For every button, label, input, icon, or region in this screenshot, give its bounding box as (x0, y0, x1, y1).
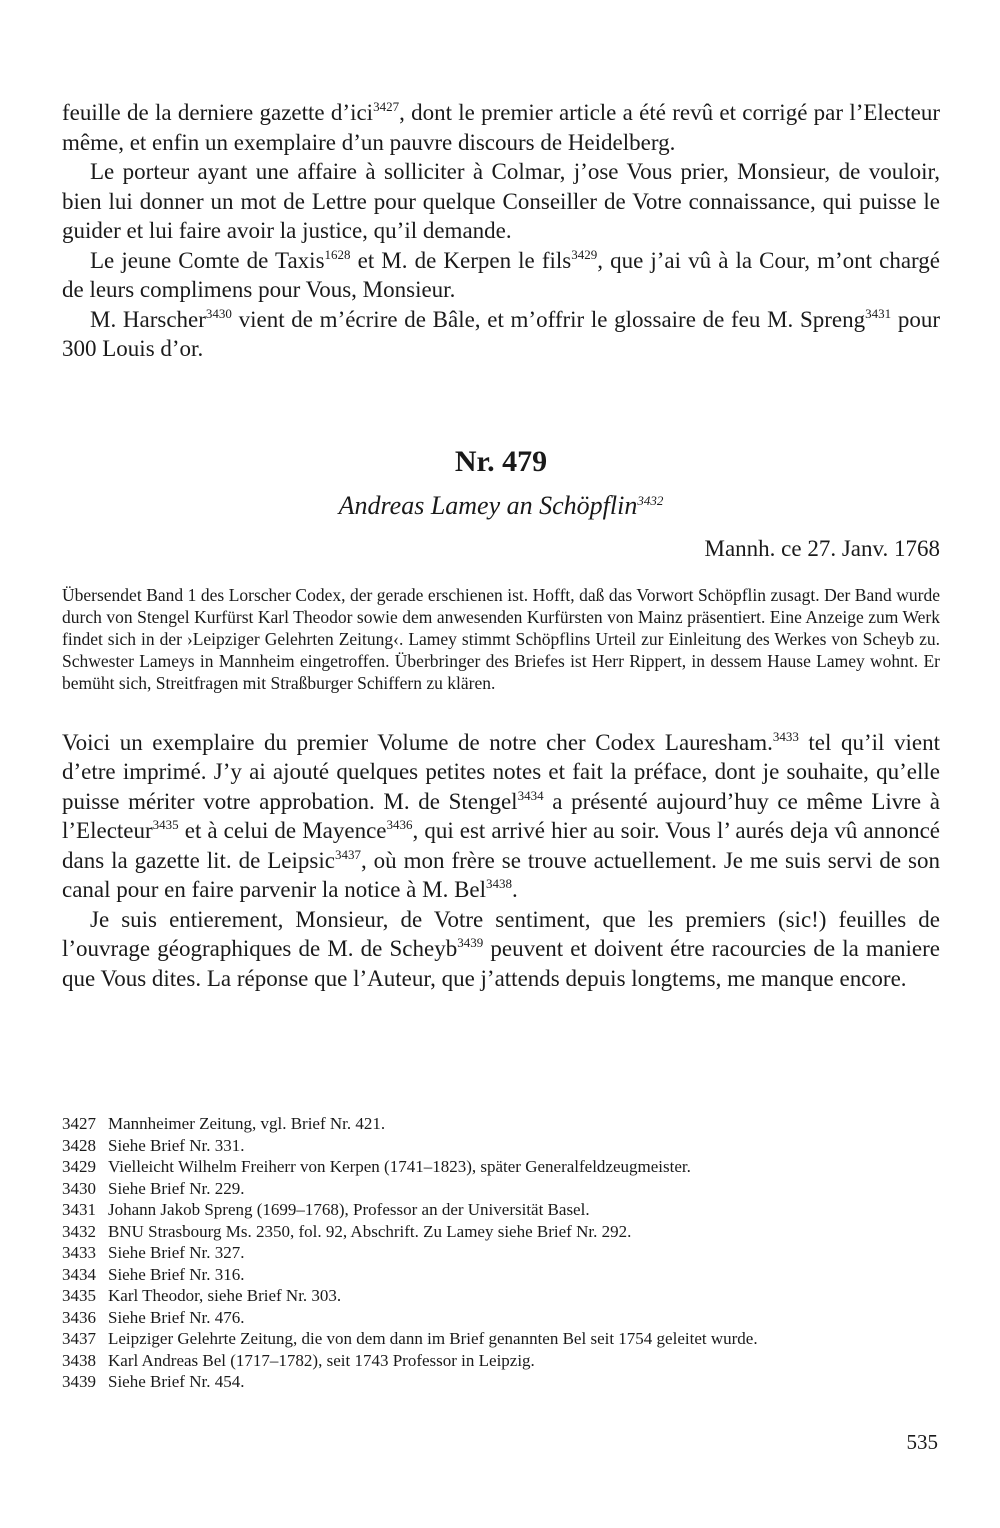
text-run: , qui est arrivé hier au soir. Vous l’ aurés deja vû annoncé dans la gazette lit. de Leipsic (62, 818, 941, 873)
footnote-text: BNU Strasbourg Ms. 2350, fol. 92, Abschrift. Zu Lamey siehe Brief Nr. 292. (108, 1221, 632, 1241)
letter-summary: Übersendet Band 1 des Lorscher Codex, der gerade erschienen ist. Hofft, daß das Vorwort Schöpflin zusagt. Der Band wurde durch von Stengel Kurfürst Karl Theodor sowie dem anwesenden Kurfürsten von Mainz präsentiert. Eine Anzeige zum Werk findet sich in der ›Leipziger Gelehrten Zeitung‹. Lamey stimmt Schöpflins Urteil zur Einleitung des Werkes von Scheyb zu. Schwester Lameys in Mannheim eingetroffen. Überbringer des Briefes ist Herr Rippert, in dessem Hause Lamey wohnt. Er bemüht sich, Streitfragen mit Straßburger Schiffern zu klären. (62, 584, 940, 693)
letter-text (62, 728, 940, 994)
footnote-ref[interactable]: 3437 (334, 846, 361, 862)
text-run: a présenté aujourd’huy ce même Livre à l’Electeur (62, 788, 940, 843)
footnote (62, 1199, 940, 1221)
page-content (62, 98, 940, 993)
text-run: vient de m’écrire de Bâle, et m’offrir le glossaire de feu M. Spreng (231, 306, 866, 332)
text-run: , où mon frère se trouve actuellement. Je me suis servi de son canal pour en faire parvenir la notice à M. Bel (62, 847, 940, 902)
footnote (62, 1264, 940, 1286)
footnote-number: 3432 (62, 1221, 96, 1241)
text-run: , dont le premier article a été revû et corrigé par l’Electeur même, et enfin un exemplaire d’un pauvre discours de Heidelberg. (62, 100, 940, 155)
text-run: Voici un exemplaire du premier Volume de notre cher Codex Lauresham. (62, 729, 773, 755)
paragraph (62, 905, 940, 994)
footnote-text: Karl Andreas Bel (1717–1782), seit 1743 Professor in Leipzig. (108, 1350, 535, 1370)
footnote-ref[interactable]: 3436 (386, 817, 413, 832)
footnote (62, 1221, 940, 1243)
footnote-number: 3439 (62, 1372, 96, 1391)
footnote-ref[interactable]: 3434 (517, 787, 544, 803)
footnote (62, 1371, 940, 1393)
footnote (62, 1285, 940, 1307)
letter-title (62, 488, 940, 524)
footnote-text: Mannheimer Zeitung, vgl. Brief Nr. 421. (108, 1114, 386, 1133)
footnote-ref[interactable]: 3432 (637, 492, 664, 508)
footnote-number: 3436 (62, 1307, 96, 1327)
footnote-number: 3437 (62, 1329, 96, 1348)
footnote-ref[interactable]: 3430 (205, 305, 232, 321)
footnote-ref[interactable]: 3439 (457, 935, 484, 950)
footnote-ref[interactable]: 3433 (772, 728, 799, 744)
letter-title-text: Andreas Lamey an Schöpflin (338, 490, 638, 520)
footnote (62, 1156, 940, 1178)
footnote-number: 3433 (62, 1243, 96, 1262)
footnote (62, 1350, 940, 1372)
footnote-text: Karl Theodor, siehe Brief Nr. 303. (108, 1286, 342, 1305)
footnote-ref[interactable]: 3427 (373, 99, 400, 114)
footnote-text: Siehe Brief Nr. 327. (108, 1243, 245, 1262)
footnote-text: Leipziger Gelehrte Zeitung, die von dem dann im Brief genannten Bel seit 1754 geleitet wurde. (108, 1329, 758, 1348)
footnote (62, 1242, 940, 1264)
footnote (62, 1178, 940, 1200)
footnote-text: Siehe Brief Nr. 316. (108, 1264, 245, 1284)
footnote-ref[interactable]: 1628 (324, 246, 351, 262)
text-run: et M. de Kerpen le fils (350, 247, 572, 273)
paragraph (62, 728, 940, 905)
paragraph (62, 246, 940, 305)
footnotes (62, 1113, 940, 1393)
paragraph: Le porteur ayant une affaire à solliciter à Colmar, j’ose Vous prier, Monsieur, de vouloir, bien lui donner un mot de Lettre pour quelque Conseiller de Votre connaissance, qui puisse le guider et lui faire avoir la justice, qu’il demande. (62, 159, 940, 243)
letter-number: Nr. 479 (454, 444, 548, 478)
footnote-text: Siehe Brief Nr. 476. (108, 1307, 245, 1327)
footnote (62, 1328, 940, 1350)
footnote-text: Siehe Brief Nr. 229. (108, 1178, 245, 1198)
footnote-number: 3430 (62, 1178, 96, 1198)
footnote-number: 3435 (62, 1286, 96, 1305)
page-number: 535 (906, 1430, 938, 1454)
paragraph (62, 305, 940, 364)
text-run: pour 300 Louis d’or. (62, 306, 940, 361)
text-run: , que j’ai vû à la Cour, m’ont chargé de leurs complimens pour Vous, Monsieur. (62, 247, 940, 302)
footnote-ref[interactable]: 3429 (571, 246, 598, 262)
footnote-ref[interactable]: 3431 (865, 305, 892, 321)
footnote-ref[interactable]: 3438 (486, 876, 513, 891)
text-run: . (512, 877, 518, 902)
footnote-text: Siehe Brief Nr. 331. (108, 1135, 245, 1155)
footnote-ref[interactable]: 3435 (152, 817, 179, 832)
footnote-number: 3434 (62, 1264, 96, 1284)
text-run: et à celui de Mayence (178, 818, 387, 843)
letter-date: Mannh. ce 27. Janv. 1768 (704, 535, 940, 561)
previous-letter-text (62, 98, 940, 364)
footnote-number: 3429 (62, 1157, 96, 1176)
footnote-number: 3428 (62, 1135, 96, 1155)
footnote (62, 1307, 940, 1329)
paragraph (62, 98, 940, 157)
text-run: peuvent et doivent étre racourcies de la maniere que Vous dites. La réponse que l’Auteur, que j’attends depuis longtems, me manque encore. (62, 936, 940, 991)
text-run: Le jeune Comte de Taxis (90, 247, 325, 273)
footnote (62, 1113, 940, 1135)
footnote-text: Vielleicht Wilhelm Freiherr von Kerpen (1741–1823), später Generalfeldzeugmeister. (108, 1157, 691, 1176)
text-run: M. Harscher (90, 306, 206, 332)
footnote (62, 1135, 940, 1157)
footnote-number: 3431 (62, 1200, 96, 1219)
footnote-text: Johann Jakob Spreng (1699–1768), Professor an der Universität Basel. (108, 1200, 590, 1219)
letter-heading (62, 444, 940, 524)
footnote-text: Siehe Brief Nr. 454. (108, 1372, 245, 1391)
text-run: tel qu’il vient d’etre imprimé. J’y ai ajouté quelques petites notes et fait la préface, dont je souhaite, qu’elle puisse mériter votre approbation. M. de Stengel (62, 729, 940, 814)
footnote-number: 3438 (62, 1350, 96, 1370)
text-run: Je suis entierement, Monsieur, de Votre sentiment, que les premiers (sic!) feuilles de l’ouvrage géographiques de M. de Scheyb (62, 906, 940, 961)
text-run: feuille de la derniere gazette d’ici (62, 100, 374, 125)
footnote-number: 3427 (62, 1114, 96, 1133)
